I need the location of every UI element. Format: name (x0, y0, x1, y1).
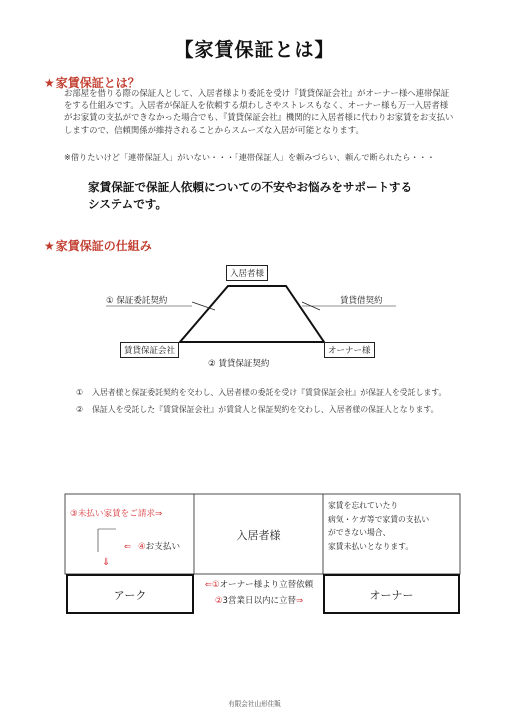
advance-request-text: オーナー様より立替依頼 (219, 580, 314, 590)
advance-pay-text: 3営業日以内に立替 (222, 596, 296, 606)
node-owner: オーナー様 (324, 342, 375, 358)
advance-pay-label (194, 594, 324, 606)
label-guarantee-consignment: ① 保証委託契約 (106, 296, 168, 306)
unpaid-note-line: ができない場合、 (328, 528, 391, 537)
unpaid-note-line: 家賃を忘れていたり (328, 501, 399, 510)
node-guarantee-company: 賃貸保証会社 (120, 342, 179, 358)
down-arrow-icon: ⇓ (102, 557, 111, 568)
lead-line: システムです。 (88, 197, 168, 211)
unpaid-note-line: 病気・ケガ等で家賃の支払い (328, 514, 430, 524)
page-title: 【家賃保証とは】 (174, 39, 335, 61)
label-rent-guarantee: ② 賃貸保証契約 (208, 359, 270, 369)
ark-label: アーク (113, 589, 147, 602)
node-tenant: 入居者様 (226, 265, 268, 281)
owner-label: オーナー (369, 589, 414, 602)
unpaid-note-line: 家賃未払いとなります。 (328, 541, 414, 551)
intro-line: しますので、信頼関係が維持されることからスムーズな入居が可能となります。 (64, 124, 364, 135)
explanation-text: 入居者様と保証委託契約を交わし、入居者様の委託を受け『賃貸保証会社』が保証人を受託します。 (92, 388, 447, 397)
flow-tenant-label: 入居者様 (236, 529, 281, 542)
intro-line: お部屋を借りる際の保証人として、入居者様より委託を受け『賃貸保証会社』がオーナー様へ連帯保証 (64, 88, 450, 98)
advance-request-label (194, 578, 324, 590)
intro-line: をする仕組みです。入居者が保証人を依頼する煩わしさやストレスもなく、オーナー様も万一入居者様 (64, 100, 449, 111)
right-arrow-icon: ⇒ (295, 596, 304, 606)
section-heading-text: 家賃保証とは？ (55, 76, 140, 90)
star-icon: ★ (44, 76, 55, 90)
intro-line: がお家賃の支払ができなかった場合でも、『賃貸保証会社』機関的に入居者様に代わりお家賃をお支払い (64, 112, 454, 123)
label-lease-contract: 賃貸借契約 (340, 296, 383, 306)
section-heading-text: 家賃保証の仕組み (55, 239, 152, 253)
payment-arrow-label (124, 540, 180, 552)
star-icon: ★ (44, 239, 55, 253)
company-footer: 有限会社山形住販 (228, 700, 281, 708)
advance-request-prefix: ⇐① (204, 580, 220, 590)
explanation-text: 保証人を受託した『賃貸保証会社』が賃貸人と保証契約を交わし、入居者様の保証人となります。 (92, 405, 439, 414)
left-arrow-icon: ⇐ (124, 542, 132, 552)
lead-line: 家賃保証で保証人依頼についての不安やお悩みをサポートする (88, 180, 413, 194)
payment-label-text: ④ (137, 542, 146, 552)
note-text: ※借りたいけど「連帯保証人」がいない・・・「連帯保証人」を頼みづらい、頼んで断られたら・・・ (64, 152, 436, 162)
explanation-number: ① (76, 388, 84, 397)
claim-arrow-label: ③未払い家賃をご請求⇒ (70, 509, 163, 519)
advance-pay-num: ② (214, 596, 223, 606)
unpaid-note (328, 499, 429, 553)
explanation-number: ② (76, 405, 84, 414)
payment-label-text-suffix: お支払い (145, 542, 181, 552)
